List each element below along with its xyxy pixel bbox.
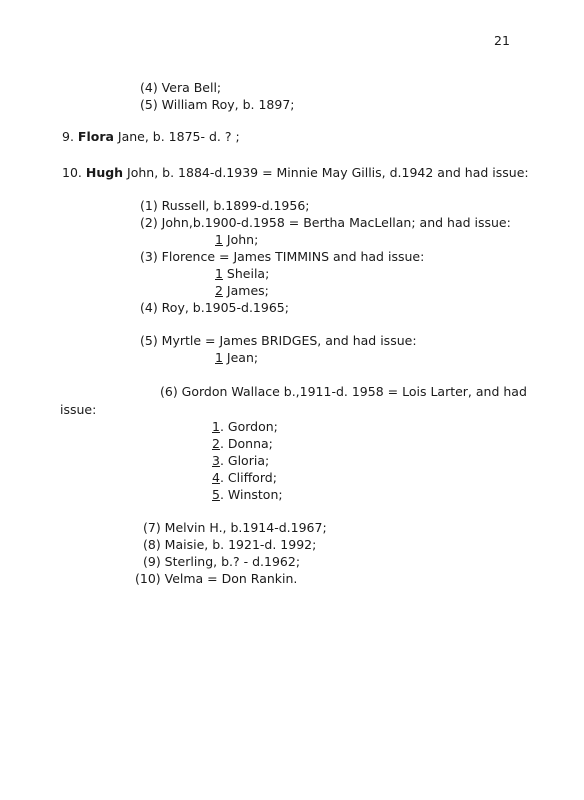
issue-number: 3 (212, 453, 220, 468)
entry-gordon-wallace-continued: issue: (60, 402, 97, 417)
issue-text: . Donna; (219, 436, 273, 451)
issue-text: John; (222, 232, 259, 247)
issue-john (215, 232, 258, 248)
issue-number: 1 (212, 419, 220, 434)
entry-flora (62, 129, 240, 145)
entry-roy: (4) Roy, b.1905-d.1965; (140, 300, 289, 315)
entry-florence: (3) Florence = James TIMMINS and had issue: (140, 249, 425, 264)
issue-text: Sheila; (222, 266, 270, 281)
issue-james (215, 283, 269, 299)
entry-russell: (1) Russell, b.1899-d.1956; (140, 198, 310, 213)
entry-name: Hugh (85, 165, 124, 180)
issue-text: . Gordon; (219, 419, 278, 434)
issue-clifford (212, 470, 277, 486)
issue-number: 5 (212, 487, 220, 502)
entry-number: 9. (62, 129, 78, 144)
issue-gloria (212, 453, 269, 469)
issue-number: 1 (215, 350, 223, 365)
entry-vera-bell: (4) Vera Bell; (140, 80, 222, 95)
entry-velma: (10) Velma = Don Rankin. (135, 571, 298, 586)
entry-john: (2) John,b.1900-d.1958 = Bertha MacLellan; and had issue: (140, 215, 511, 230)
entry-maisie: (8) Maisie, b. 1921-d. 1992; (143, 537, 317, 552)
issue-number: 2 (215, 283, 223, 298)
issue-number: 2 (212, 436, 220, 451)
issue-number: 1 (215, 266, 223, 281)
entry-melvin: (7) Melvin H., b.1914-d.1967; (143, 520, 327, 535)
entry-name: Flora (77, 129, 114, 144)
entry-number: 10. (62, 165, 86, 180)
entry-text: John, b. 1884-d.1939 = Minnie May Gillis, d.1942 and had issue: (123, 165, 529, 180)
issue-number: 1 (215, 232, 223, 247)
issue-text: . Winston; (219, 487, 283, 502)
issue-text: . Gloria; (219, 453, 270, 468)
entry-text: Jane, b. 1875- d. ? ; (113, 129, 240, 144)
entry-myrtle: (5) Myrtle = James BRIDGES, and had issue: (140, 333, 417, 348)
issue-winston (212, 487, 283, 503)
issue-gordon (212, 419, 278, 435)
issue-text: James; (222, 283, 269, 298)
issue-text: Jean; (222, 350, 259, 365)
issue-text: . Clifford; (219, 470, 277, 485)
page-number: 21 (494, 33, 510, 48)
entry-william-roy: (5) William Roy, b. 1897; (140, 97, 295, 112)
issue-number: 4 (212, 470, 220, 485)
entry-sterling: (9) Sterling, b.? - d.1962; (143, 554, 301, 569)
entry-gordon-wallace: (6) Gordon Wallace b.,1911-d. 1958 = Lois Larter, and had (160, 384, 527, 399)
issue-jean (215, 350, 258, 366)
entry-hugh (62, 165, 529, 181)
issue-sheila (215, 266, 269, 282)
issue-donna (212, 436, 273, 452)
